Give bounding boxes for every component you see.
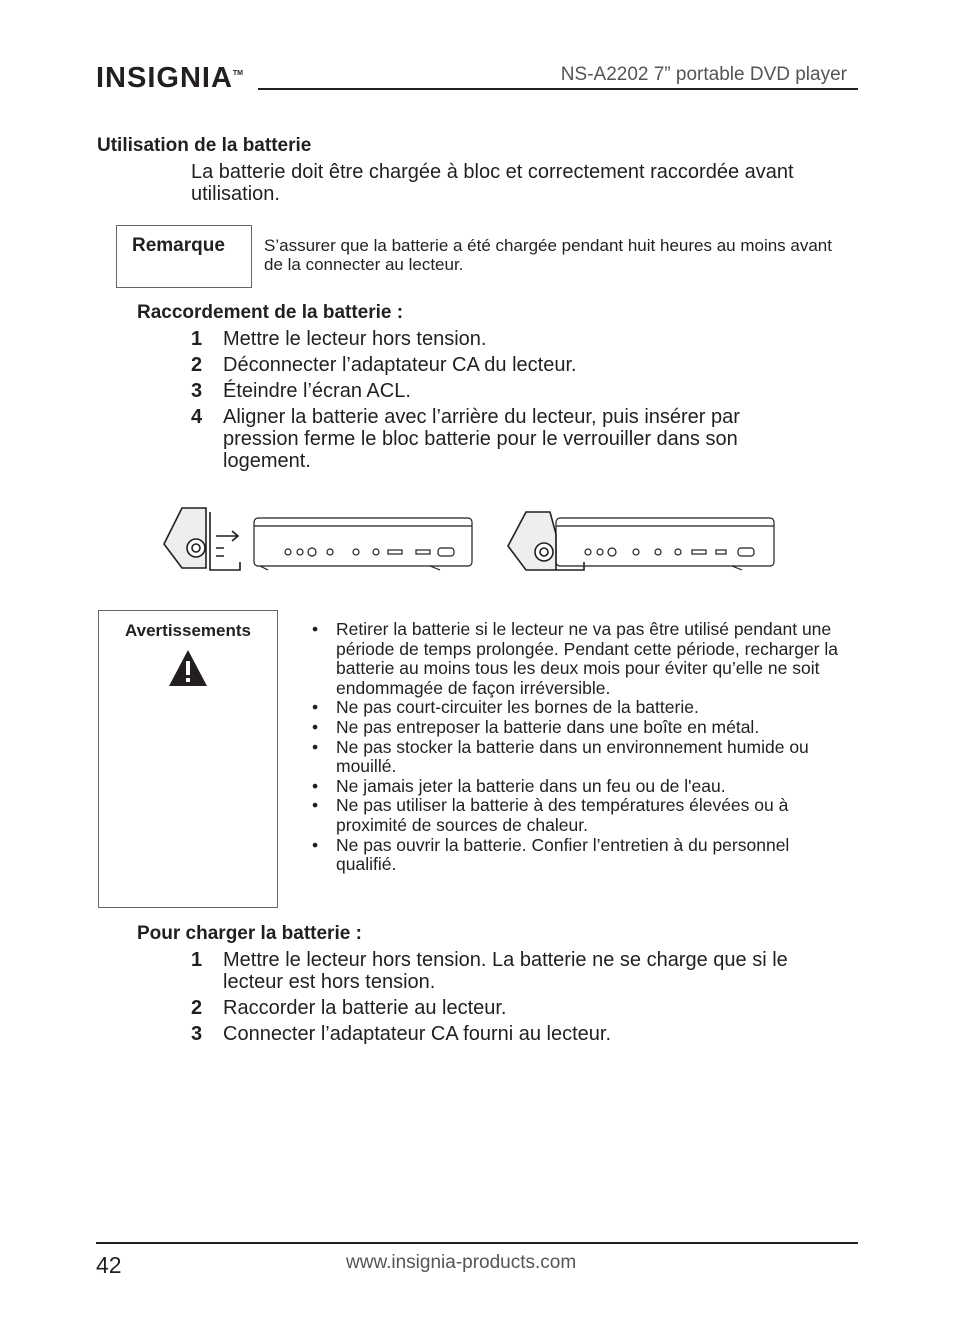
list-item: • Retirer la batterie si le lecteur ne va pas être utilisé pendant une période de temps prolongée. Pendant cette période, recharger la batterie au moins tous les deux mois pour éviter qu’elle ne soit endommagée de façon irréversible. [312,620,842,698]
warnings-box [98,610,278,908]
list-item [191,997,851,1019]
step-number: 1 [191,949,203,971]
charge-steps-list [191,949,851,1049]
step-text: Déconnecter l’adaptateur CA du lecteur. [223,354,577,376]
step-number: 4 [191,406,203,428]
battery-insertion-illustration [160,504,780,580]
battery-use-paragraph: La batterie doit être chargée à bloc et correctement raccordée avant utilisation. [191,161,794,205]
header-rule [258,88,858,90]
step-text: Éteindre l’écran ACL. [223,380,411,402]
step-number: 3 [191,1023,203,1045]
list-item: • Ne pas utiliser la batterie à des températures élevées ou à proximité de sources de chaleur. [312,796,842,835]
note-text: S’assurer que la batterie a été chargée pendant huit heures au moins avant de la connecter au lecteur. [264,236,832,274]
list-item: • Ne pas stocker la batterie dans un environnement humide ou mouillé. [312,738,842,777]
warnings-list [312,620,842,875]
list-item [191,1023,851,1045]
step-text: Connecter l’adaptateur CA fourni au lecteur. [223,1023,612,1045]
warnings-label: Avertissements [125,621,251,640]
section-title-battery-use: Utilisation de la batterie [97,135,312,156]
battery-attached-drawing [508,512,584,570]
step-number: 2 [191,997,203,1019]
battery-detached-drawing [164,508,240,570]
note-label: Remarque [132,235,225,256]
section-title-charge-battery: Pour charger la batterie : [137,923,362,944]
insignia-logo: INSIGNIA™ [96,62,244,94]
website-url: www.insignia-products.com [346,1252,577,1273]
trademark-mark: TM [232,70,244,77]
note-box [116,225,252,288]
step-text: Aligner la batterie avec l’arrière du lecteur, puis insérer par pression ferme le bloc batterie pour le verrouiller dans son logement. [223,406,740,472]
list-item [191,406,811,472]
list-item [191,949,851,993]
step-number: 1 [191,328,203,350]
list-item: • Ne jamais jeter la batterie dans un feu ou de l'eau. [312,777,842,797]
list-item [191,380,811,402]
connect-steps-list [191,328,811,476]
list-item [191,354,811,376]
step-number: 3 [191,380,203,402]
player-side-drawing-1 [254,518,472,570]
list-item: • Ne pas ouvrir la batterie. Confier l’entretien à du personnel qualifié. [312,836,842,875]
warning-triangle-icon [168,649,208,687]
footer-rule [96,1242,858,1244]
model-title: NS-A2202 7” portable DVD player [560,64,847,85]
step-number: 2 [191,354,203,376]
step-text: Mettre le lecteur hors tension. La batterie ne se charge que si le lecteur est hors tension. [223,949,788,993]
page-number: 42 [96,1252,122,1278]
player-side-drawing-2 [556,518,774,570]
section-title-connect-battery: Raccordement de la batterie : [137,302,404,323]
step-text: Raccorder la batterie au lecteur. [223,997,507,1019]
list-item [191,328,811,350]
list-item: • Ne pas entreposer la batterie dans une boîte en métal. [312,718,842,738]
step-text: Mettre le lecteur hors tension. [223,328,487,350]
list-item: • Ne pas court-circuiter les bornes de la batterie. [312,698,842,718]
